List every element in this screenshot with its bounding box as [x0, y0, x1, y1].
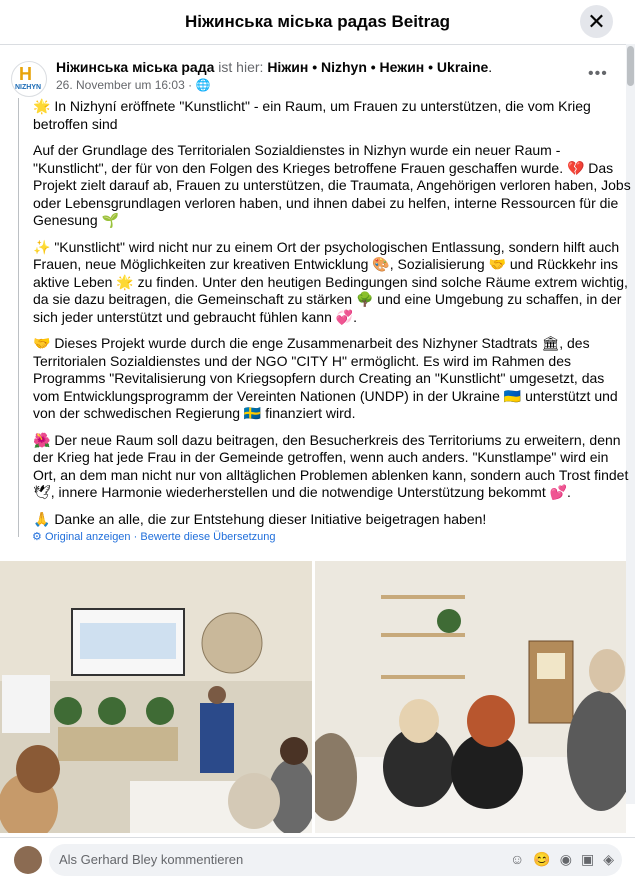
avatar-logo-text: NIZHYN — [15, 84, 42, 91]
post-paragraph: 🌺 Der neue Raum soll dazu beitragen, den Besucherkreis des Territoriums zu erweitern, denn der Krieg hat jede Frau in der Gemeinde getroffen, wenn auch anders. "Kunstlampe" wird ein Ort, an dem man nicht nur von alltäglichen Problemen ablenken kann, sondern auch Trost findet 🕊, innere Harmonie wiederherstellen und die notwendige Unterstützung bekommt 💕. — [33, 431, 629, 500]
photo-grid — [0, 561, 626, 833]
rate-translation-link[interactable]: Bewerte diese Übersetzung — [140, 531, 276, 543]
post-paragraph: Auf der Grundlage des Territorialen Sozialdienstes in Nizhyn wurde ein neuer Raum - "Kunstlicht", der für von den Folgen des Krieges betroffene Frauen geschaffen wurde. 💔 Das Projekt zielt darauf ab, Frauen zu unterstützen, die Traumata, Angehörigen verloren haben, Jobs oder Lebensgrundlagen verloren haben, und ihnen dabei zu helfen, interne Ressourcen für die Genesung 🌱 — [33, 142, 631, 228]
post-paragraph: 🤝 Dieses Projekt wurde durch die enge Zusammenarbeit des Nizhyner Stadtrats 🏛, des Territorialen Sozialdienstes und der NGO "CITY H" ermöglicht. Es wird im Rahmen des Programms "Revitalisierung von Kriegsopfern durch Creating an "Kunstlicht" umgesetzt, das vom Entwicklungsprogramm der Vereinten Nationen (UNDP) in der Ukraine 🇺🇦 unterstützt und von der schwedischen Regierung 🇸🇪 finanziert wird. — [33, 335, 618, 421]
gear-icon: ⚙ — [32, 531, 42, 543]
meta-separator: · — [188, 78, 193, 92]
photo-right[interactable] — [315, 561, 626, 833]
comment-bar — [0, 837, 635, 880]
post-paragraph: 🌟 In Nizhyní eröffnete "Kunstlicht" - ein Raum, um Frauen zu unterstützen, die vom Krieg betroffen sind — [33, 98, 591, 132]
post-paragraph: ✨ "Kunstlicht" wird nicht nur zu einem Ort der psychologischen Entlassung, sondern hilft auch Frauen, neue Möglichkeiten zur kreativen Entwicklung 🎨, Sozialisierung 🤝 und Rückkehr ins aktive Leben 🌟 zu finden. Unter den heutigen Bedingungen sind solche Räume extrem wichtig, da sie dazu beitragen, die Gemeinschaft zu stärken 🌳 und eine Umgebung zu schaffen, in der sich jeder unterstützt und gebraucht fühlen kann 💞. — [33, 238, 628, 325]
timestamp[interactable]: 26. November um 16:03 — [56, 78, 185, 92]
avatar-sticker-icon[interactable]: ☺ — [510, 851, 525, 867]
globe-icon: 🌐 — [195, 78, 211, 92]
page-avatar[interactable] — [11, 61, 47, 97]
comment-input[interactable] — [49, 844, 622, 876]
comment-placeholder: Als Gerhard Bley kommentieren — [59, 852, 244, 867]
avatar[interactable] — [14, 846, 42, 874]
location-prefix: ist hier: — [218, 59, 264, 75]
gif-icon[interactable]: ▣ — [580, 851, 595, 867]
camera-icon[interactable]: ◉ — [559, 851, 572, 867]
close-icon: ✕ — [587, 8, 606, 34]
comment-tools — [510, 851, 614, 868]
scrollbar-thumb[interactable] — [627, 46, 634, 86]
more-icon: ••• — [588, 65, 608, 82]
photo-left[interactable] — [0, 561, 312, 833]
author-name[interactable]: Ніжинська міська рада — [56, 59, 215, 75]
show-original-link[interactable]: Original anzeigen — [44, 531, 131, 543]
author-line — [56, 59, 492, 75]
dialog-title: Ніжинська міська радas Beitrag — [184, 12, 451, 31]
location-link[interactable]: Ніжин • Nizhyn • Нежин • Ukraine — [267, 59, 489, 75]
post-text — [18, 98, 631, 537]
close-button[interactable] — [580, 5, 613, 38]
more-button[interactable] — [588, 65, 608, 83]
dialog-header — [0, 0, 635, 45]
sticker-icon[interactable]: ◈ — [603, 851, 614, 867]
post-paragraph: 🙏 Danke an alle, die zur Entstehung dieser Initiative beigetragen haben! — [33, 510, 487, 527]
translation-links — [32, 530, 276, 543]
avatar-logo-letter: H — [19, 64, 32, 84]
location-suffix: . — [488, 59, 493, 75]
emoji-icon[interactable]: 😊 — [533, 851, 551, 867]
post-meta — [56, 78, 210, 92]
translation-separator: · — [133, 531, 138, 543]
